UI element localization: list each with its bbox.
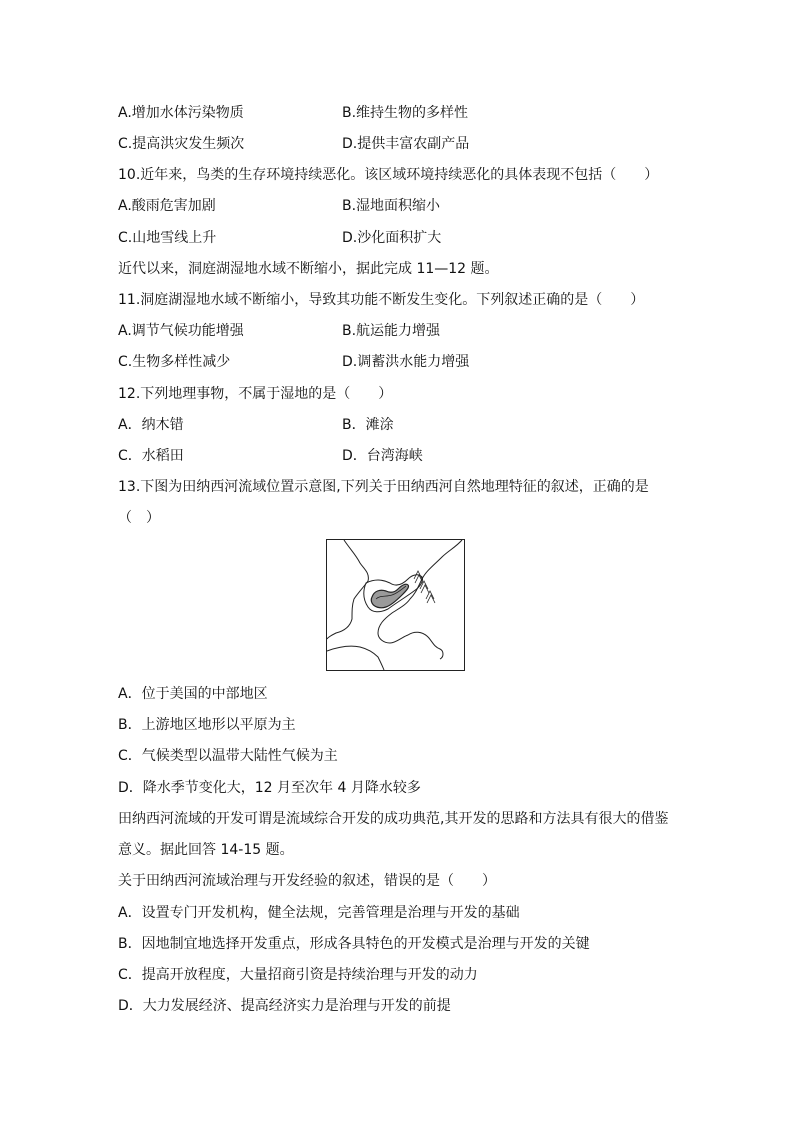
q12-option-d: D．台湾海峡 xyxy=(342,448,423,464)
q10-option-c: C.山地雪线上升 xyxy=(118,230,217,246)
q14-option-c: C．提高开放程度，大量招商引资是持续治理与开发的动力 xyxy=(118,967,478,983)
q10-option-b: B.湿地面积缩小 xyxy=(342,198,441,214)
q9-option-b: B.维持生物的多样性 xyxy=(342,105,469,121)
q11-stem: 11.洞庭湖湿地水域不断缩小，导致其功能不断发生变化。下列叙述正确的是（ ） xyxy=(118,292,645,308)
q10-option-a: A.酸雨危害加剧 xyxy=(118,198,216,214)
q11-option-d: D.调蓄洪水能力增强 xyxy=(342,354,470,370)
q9-option-a: A.增加水体污染物质 xyxy=(118,105,244,121)
q11-option-c: C.生物多样性减少 xyxy=(118,354,231,370)
q9-option-c: C.提高洪灾发生频次 xyxy=(118,136,245,152)
q12-option-c: C．水稻田 xyxy=(118,448,184,464)
q14-option-d: D．大力发展经济、提高经济实力是治理与开发的前提 xyxy=(118,998,451,1014)
intro-14-15-line2: 意义。据此回答 14-15 题。 xyxy=(118,842,294,858)
q12-stem: 12.下列地理事物，不属于湿地的是（ ） xyxy=(118,386,393,402)
q14-option-a: A．设置专门开发机构，健全法规，完善管理是治理与开发的基础 xyxy=(118,905,520,921)
q14-option-b: B．因地制宜地选择开发重点，形成各具特色的开发模式是治理与开发的关键 xyxy=(118,936,590,952)
map-frame xyxy=(327,540,465,671)
q13-stem-line2: （ ） xyxy=(118,510,160,526)
intro-11-12: 近代以来，洞庭湖湿地水域不断缩小，据此完成 11—12 题。 xyxy=(118,261,499,277)
q13-option-b: B．上游地区地形以平原为主 xyxy=(118,717,296,733)
q10-stem: 10.近年来，鸟类的生存环境持续恶化。该区域环境持续恶化的具体表现不包括（ ） xyxy=(118,167,659,183)
q12-option-b: B．滩涂 xyxy=(342,417,394,433)
q9-option-d: D.提供丰富农副产品 xyxy=(342,136,470,152)
tennessee-basin-map xyxy=(326,539,465,671)
q13-option-c: C．气候类型以温带大陆性气候为主 xyxy=(118,748,338,764)
q11-option-b: B.航运能力增强 xyxy=(342,323,441,339)
q14-stem: 关于田纳西河流域治理与开发经验的叙述，错误的是（ ） xyxy=(118,873,496,889)
q13-stem-line1: 13.下图为田纳西河流域位置示意图,下列关于田纳西河自然地理特征的叙述，正确的是 xyxy=(118,479,649,495)
q11-option-a: A.调节气候功能增强 xyxy=(118,323,244,339)
q10-option-d: D.沙化面积扩大 xyxy=(342,230,442,246)
q12-option-a: A．纳木错 xyxy=(118,417,184,433)
intro-14-15-line1: 田纳西河流域的开发可谓是流域综合开发的成功典范,其开发的思路和方法具有很大的借鉴 xyxy=(118,811,669,827)
q13-option-a: A．位于美国的中部地区 xyxy=(118,686,268,702)
q13-option-d: D．降水季节变化大，12 月至次年 4 月降水较多 xyxy=(118,780,421,796)
